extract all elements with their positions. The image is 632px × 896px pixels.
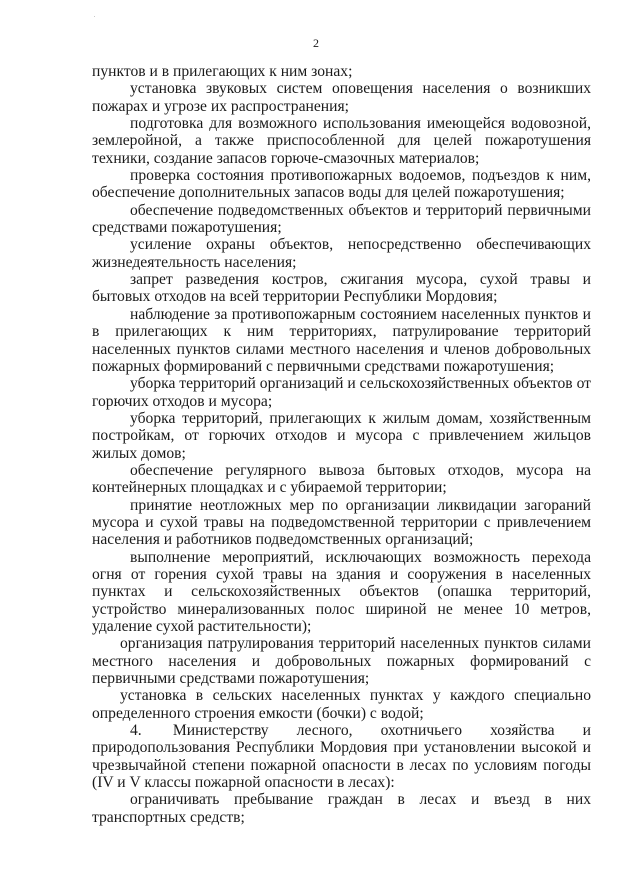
paragraph-urgent-measures: принятие неотложных мер по организации ликвидации загораний мусора и сухой травы на подведомственной территории с привлечением населения и работников подведомственных организаций; <box>92 496 591 549</box>
paragraph-water-reservoirs-check: проверка состояния противопожарных водоемов, подъездов к ним, обеспечение дополнительных запасов воды для целей пожаротушения; <box>92 167 591 202</box>
scan-speck <box>94 16 95 17</box>
paragraph-fire-ban: запрет разведения костров, сжигания мусора, сухой травы и бытовых отходов на всей территории Республики Мордовия; <box>92 271 591 306</box>
paragraph-organizations-cleanup: уборка территорий организаций и сельскохозяйственных объектов от горючих отходов и мусора; <box>92 375 591 410</box>
paragraph-fire-monitoring: наблюдение за противопожарным состоянием населенных пунктов и в прилегающих к ним территориях, патрулирование территорий населенных пунктов силами местного населения и членов добровольных пожарных формирований с первичными средствами пожаротушения; <box>92 305 591 375</box>
paragraph-item-4-ministry: 4. Министерству лесного, охотничьего хозяйства и природопользования Республики Мордовия при установлении высокой и чрезвычайной степени пожарной опасности в лесах по условиям погоды (IV и V классы пожарной опасности в лесах): <box>92 722 591 792</box>
paragraph-water-tanks: установка в сельских населенных пунктах у каждого специально определенного строения емкости (бочки) с водой; <box>92 687 591 722</box>
paragraph-waste-removal: обеспечение регулярного вывоза бытовых отходов, мусора на контейнерных площадках и с убираемой территории; <box>92 461 591 497</box>
paragraph-sound-warning-systems: установка звуковых систем оповещения населения о возникших пожарах и угрозе их распространения; <box>92 80 591 115</box>
paragraph-continuation: пунктов и в прилегающих к ним зонах; <box>92 63 353 80</box>
page-number: 2 <box>313 36 319 50</box>
paragraph-forest-access-restriction: ограничивать пребывание граждан в лесах и въезд в них транспортных средств; <box>92 791 591 826</box>
paragraph-patrol-organization: организация патрулирования территорий населенных пунктов силами местного населения и добровольных пожарных формирований с первичными средствами пожаротушения; <box>92 635 591 688</box>
paragraph-primary-extinguishing-means: обеспечение подведомственных объектов и территорий первичными средствами пожаротушения; <box>92 201 591 237</box>
document-body <box>92 63 591 826</box>
paragraph-equipment-preparation: подготовка для возможного использования имеющейся водовозной, землеройной, а также приспособленной для целей пожаротушения техники, создание запасов горюче-смазочных материалов; <box>92 115 591 167</box>
paragraph-fire-spread-prevention: выполнение мероприятий, исключающих возможность перехода огня от горения сухой травы на здания и сооружения в населенных пунктах и сельскохозяйственных объектов (опашка территорий, устройство минерализованных полос шириной не менее 10 метров, удаление сухой растительности); <box>92 548 591 635</box>
paragraph-security-reinforcement: усиление охраны объектов, непосредственно обеспечивающих жизнедеятельность населения; <box>92 236 591 271</box>
paragraph-residential-cleanup: уборка территорий, прилегающих к жилым домам, хозяйственным постройкам, от горючих отходов и мусора с привлечением жильцов жилых домов; <box>92 409 591 462</box>
